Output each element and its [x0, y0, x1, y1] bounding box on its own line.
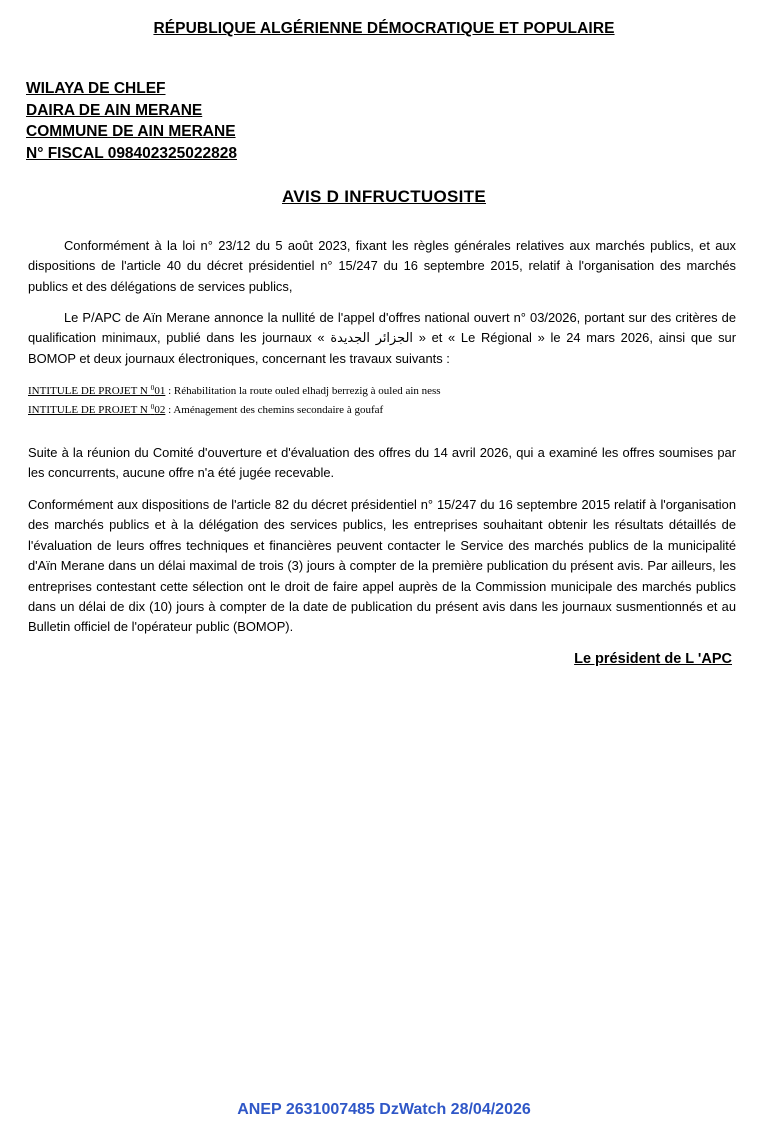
- project-label: INTITULE DE PROJET N $^0$02: [28, 402, 166, 416]
- project-list: [28, 380, 728, 418]
- project-title: : Réhabilitation la route ouled elhadj berrezig à ouled ain ness: [165, 385, 441, 397]
- publication-reference: ANEP 2631007485 DzWatch 28/04/2026: [237, 1101, 531, 1118]
- project-label: INTITULE DE PROJET N $^0$01: [28, 383, 166, 397]
- project-title: : Aménagement des chemins secondaire à goufaf: [165, 404, 384, 416]
- paragraph-committee-result: Suite à la réunion du Comité d'ouverture et d'évaluation des offres du 14 avril 2026, qui a examiné les offres soumises par les concurrents, aucune offre n'a été jugée recevable.: [28, 445, 736, 481]
- paragraph-appeal-rights: Conformément aux dispositions de l'article 82 du décret présidentiel n° 15/247 du 16 septembre 2015 relatif à l'organisation des marchés publics et à la délégation des services publics, les entreprises souhaitant obtenir les résultats détaillés de l'évaluation de leurs offres techniques et financières peuvent contacter le Service des marchés publics de la municipalité d'Aïn Merane dans un délai maximal de trois (3) jours à compter de la première publication du présent avis. Par ailleurs, les entreprises contestant cette sélection ont le droit de faire appel auprès de la Commission municipale des marchés publics dans un délai de dix (10) jours à compter de la date de publication du présent avis dans les journaux susmentionnés et au Bulletin officiel de l'opérateur public (BOMOP).: [28, 497, 736, 635]
- paragraph-annulment: Le P/APC de Aïn Merane annonce la nullité de l'appel d'offres national ouvert n° 03/2026, portant sur des critères de qualification minimaux, publié dans les journaux « الجزائر الجديدة » et « Le Régional » le 24 mars 2026, ainsi que sur BOMOP et deux journaux électroniques, concernant les travaux suivants :: [28, 310, 736, 366]
- commune-line: COMMUNE DE AIN MERANE: [26, 123, 236, 140]
- notice-title: AVIS D INFRUCTUOSITE: [281, 187, 487, 206]
- administration-block: [26, 78, 237, 164]
- paragraph-legal-basis: Conformément à la loi n° 23/12 du 5 août 2023, fixant les règles générales relatives aux marchés publics, et aux dispositions de l'article 40 du décret présidentiel n° 15/247 du 16 septembre 2015, relatif à l'organisation des marchés publics et des délégations de services publics,: [28, 238, 736, 294]
- daira-line: DAIRA DE AIN MERANE: [26, 101, 203, 119]
- fiscal-number-line: N° FISCAL 098402325022828: [26, 144, 237, 162]
- signature: Le président de L 'APC: [574, 651, 732, 667]
- project-item: [28, 380, 728, 399]
- project-item: [28, 399, 728, 418]
- republic-heading: RÉPUBLIQUE ALGÉRIENNE DÉMOCRATIQUE ET POPULAIRE: [153, 20, 615, 37]
- wilaya-line: WILAYA DE CHLEF: [26, 80, 166, 97]
